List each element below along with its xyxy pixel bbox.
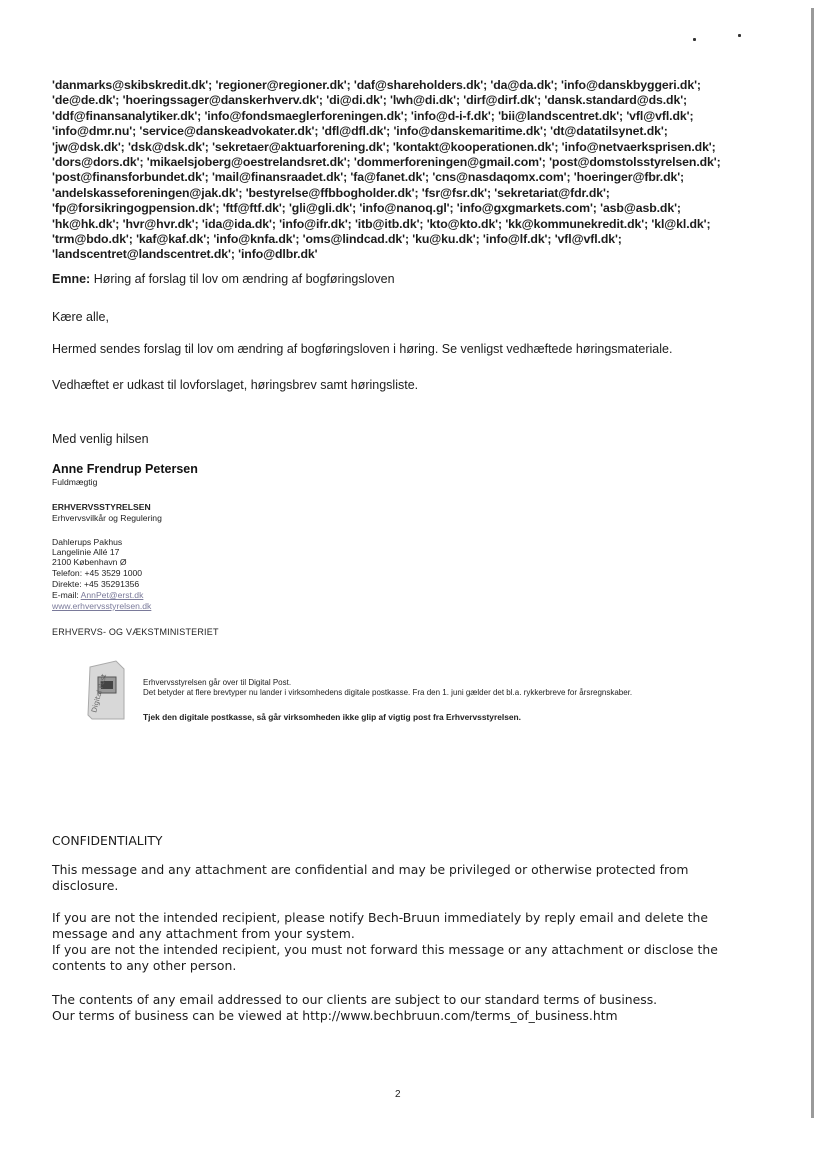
recipient-line: 'ddf@finansanalytiker.dk'; 'info@fondsmaeglerforeningen.dk'; 'info@d-i-f.dk'; 'bii@landscentret.dk'; 'vfl@vfl.dk'; xyxy=(52,108,694,123)
recipient-line: 'danmarks@skibskredit.dk'; 'regioner@regioner.dk'; 'daf@shareholders.dk'; 'da@da.dk'; 'info@danskbyggeri.dk'; xyxy=(52,78,701,92)
recipient-line: 'dors@dors.dk'; 'mikaelsjoberg@oestrelandsret.dk'; 'dommerforeningen@gmail.com'; 'post@domstolsstyrelsen.dk'; xyxy=(52,155,721,170)
signature-name: Anne Frendrup Petersen xyxy=(52,462,198,476)
page-number: 2 xyxy=(395,1089,401,1100)
recipient-line: 'fp@forsikringogpension.dk'; 'ftf@ftf.dk'; 'gli@gli.dk'; 'info@nanoq.gl'; 'info@gxgmarkets.com'; 'asb@asb.dk'; xyxy=(52,201,681,216)
scan-speck xyxy=(738,34,741,37)
signature-title: Fuldmægtig xyxy=(52,477,98,487)
recipient-line: 'de@de.dk'; 'hoeringssager@danskerhverv.dk'; 'di@di.dk'; 'lwh@di.dk'; 'dirf@dirf.dk'; 'dansk.standard@ds.dk'; xyxy=(52,93,688,108)
confidentiality-title: CONFIDENTIALITY xyxy=(52,833,163,848)
recipient-list xyxy=(52,78,752,263)
subject-text: Høring af forslag til lov om ændring af bogføringsloven xyxy=(93,272,395,286)
confidentiality-paragraph: This message and any attachment are confidential and may be privileged or otherwise protected from disclosure. xyxy=(52,862,689,893)
email-label: E-mail: xyxy=(52,590,81,600)
website-link[interactable]: www.erhvervsstyrelsen.dk xyxy=(52,601,152,611)
digital-post-logo xyxy=(86,659,126,721)
signature-direct-phone: Direkte: +45 35291356 xyxy=(52,579,140,589)
body-paragraph: Hermed sendes forslag til lov om ændring af bogføringsloven i høring. Se venligst vedhæftede høringsmateriale. xyxy=(52,342,673,356)
digital-post-logo-text: Digital Post xyxy=(90,673,109,714)
signature-org: ERHVERVSSTYRELSEN xyxy=(52,502,151,512)
digital-post-line: Erhvervsstyrelsen går over til Digital Post. xyxy=(143,678,292,687)
recipient-line: 'andelskasseforeningen@jak.dk'; 'bestyrelse@ffbbogholder.dk'; 'fsr@fsr.dk'; 'sekretariat@fdr.dk'; xyxy=(52,185,610,200)
scan-edge-line xyxy=(811,8,814,1118)
recipient-line: 'hk@hk.dk'; 'hvr@hvr.dk'; 'ida@ida.dk'; 'info@ifr.dk'; 'itb@itb.dk'; 'kto@kto.dk'; 'kk@kommunekredit.dk'; 'kl@kl.dk'; xyxy=(52,216,711,231)
ministry-name: ERHVERVS- OG VÆKSTMINISTERIET xyxy=(52,627,219,637)
digital-post-line: Det betyder at flere brevtyper nu lander i virksomhedens digitale postkasse. Fra den 1. juni gælder det bl.a. rykkerbreve for årsregnskaber. xyxy=(143,688,633,697)
confidentiality-paragraph: If you are not the intended recipient, please notify Bech-Bruun immediately by reply email and delete the message and any attachment from your system. xyxy=(52,910,709,941)
digital-post-callout: Tjek den digitale postkasse, så går virksomheden ikke glip af vigtig post fra Erhvervsstyrelsen. xyxy=(143,712,521,722)
recipient-line: 'landscentret@landscentret.dk'; 'info@dlbr.dk' xyxy=(52,247,318,262)
signature-address-line: Dahlerups Pakhus xyxy=(52,537,123,547)
confidentiality-paragraph: If you are not the intended recipient, you must not forward this message or any attachment or disclose the contents to any other person. xyxy=(52,942,718,973)
recipient-line: 'post@finansforbundet.dk'; 'mail@finansraadet.dk'; 'fa@fanet.dk'; 'cns@nasdaqomx.com'; 'hoeringer@fbr.dk'; xyxy=(52,170,685,185)
greeting: Kære alle, xyxy=(52,310,109,324)
closing: Med venlig hilsen xyxy=(52,432,149,446)
subject-label: Emne: xyxy=(52,272,91,286)
signature-phone: Telefon: +45 3529 1000 xyxy=(52,568,143,578)
recipient-line: 'info@dmr.nu'; 'service@danskeadvokater.dk'; 'dfl@dfl.dk'; 'info@danskemaritime.dk'; 'dt@datatilsynet.dk'; xyxy=(52,124,668,139)
scan-speck xyxy=(693,38,696,41)
confidentiality-paragraph: The contents of any email addressed to our clients are subject to our standard terms of business. xyxy=(52,992,658,1007)
signature-department: Erhvervsvilkår og Regulering xyxy=(52,513,162,523)
recipient-line: 'trm@bdo.dk'; 'kaf@kaf.dk'; 'info@knfa.dk'; 'oms@lindcad.dk'; 'ku@ku.dk'; 'info@lf.dk'; 'vfl@vfl.dk'; xyxy=(52,232,622,247)
confidentiality-paragraph: Our terms of business can be viewed at http://www.bechbruun.com/terms_of_business.htm xyxy=(52,1008,618,1023)
email-subject xyxy=(52,272,395,286)
signature-website-row xyxy=(52,601,151,611)
signature-email-row xyxy=(52,590,143,600)
email-link[interactable]: AnnPet@erst.dk xyxy=(80,590,144,600)
body-paragraph: Vedhæftet er udkast til lovforslaget, høringsbrev samt høringsliste. xyxy=(52,378,419,392)
signature-address-line: Langelinie Allé 17 xyxy=(52,547,120,557)
signature-address-line: 2100 København Ø xyxy=(52,557,127,567)
recipient-line: 'jw@dsk.dk'; 'dsk@dsk.dk'; 'sekretaer@aktuarforening.dk'; 'kontakt@kooperationen.dk'; 'info@netvaerksprisen.dk'; xyxy=(52,139,716,154)
